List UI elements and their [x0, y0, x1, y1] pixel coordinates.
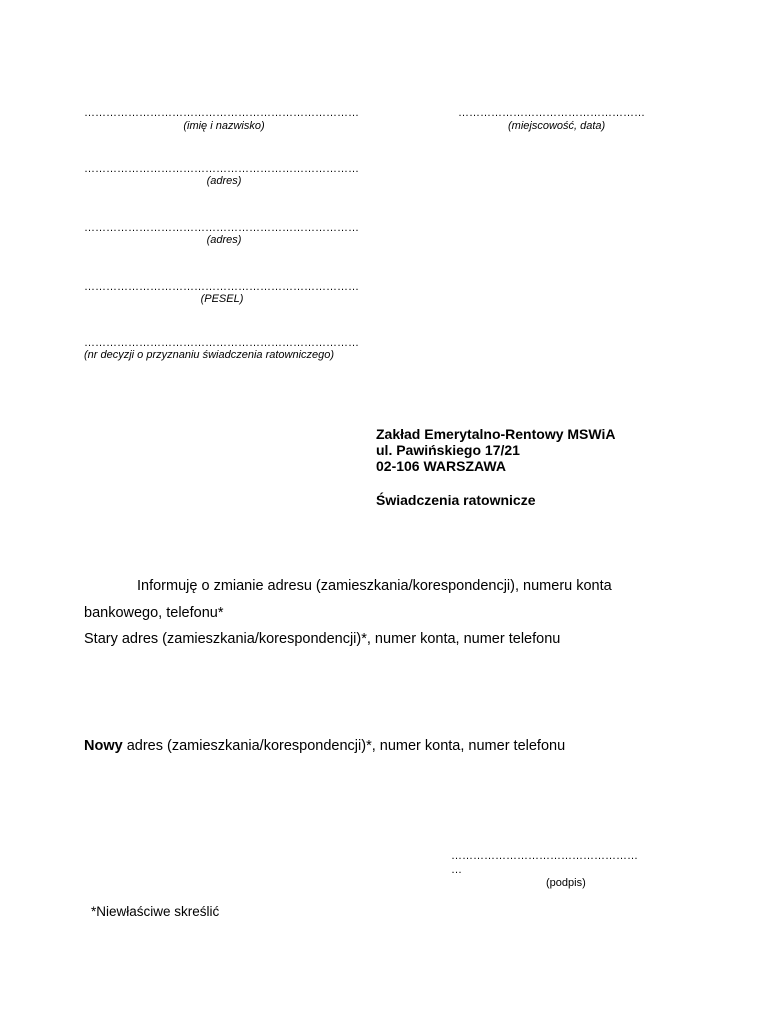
address-1-caption: (adres): [206, 175, 242, 187]
pesel-dots: …………………………………………………………………: [84, 281, 359, 293]
signature-dots-wrap: …: [451, 864, 462, 876]
new-address-label: [84, 737, 565, 755]
footnote: *Niewłaściwe skreślić: [91, 904, 220, 919]
decision-number-caption: (nr decyzji o przyznaniu świadczenia ratowniczego): [84, 349, 335, 361]
signature-dots: ……………………………………………: [451, 850, 638, 862]
old-address-label: Stary adres (zamieszkania/korespondencji)*, numer konta, numer telefonu: [84, 631, 561, 647]
address-2-dots: …………………………………………………………………: [84, 222, 359, 234]
place-date-dots: ……………………………………………: [458, 107, 645, 119]
place-date-caption: (miejscowość, data): [508, 120, 606, 132]
new-address-rest: adres (zamieszkania/korespondencji)*, numer konta, numer telefonu: [122, 738, 566, 754]
address-2-caption: (adres): [206, 234, 242, 246]
intro-line-2: bankowego, telefonu*: [84, 605, 224, 621]
recipient-city: 02-106 WARSZAWA: [376, 458, 506, 474]
pesel-caption: (PESEL): [200, 293, 244, 305]
signature-caption: (podpis): [546, 877, 586, 889]
new-address-bold: Nowy: [84, 738, 123, 754]
intro-line-1: Informuję o zmianie adresu (zamieszkania/korespondencji), numeru konta: [137, 578, 612, 594]
recipient-department: Świadczenia ratownicze: [376, 492, 536, 508]
name-dots: …………………………………………………………………: [84, 107, 359, 119]
address-1-dots: …………………………………………………………………: [84, 163, 359, 175]
decision-number-dots: …………………………………………………………………: [84, 337, 359, 349]
recipient-name: Zakład Emerytalno-Rentowy MSWiA: [376, 426, 616, 442]
recipient-street: ul. Pawińskiego 17/21: [376, 442, 520, 458]
name-caption: (imię i nazwisko): [183, 120, 265, 132]
